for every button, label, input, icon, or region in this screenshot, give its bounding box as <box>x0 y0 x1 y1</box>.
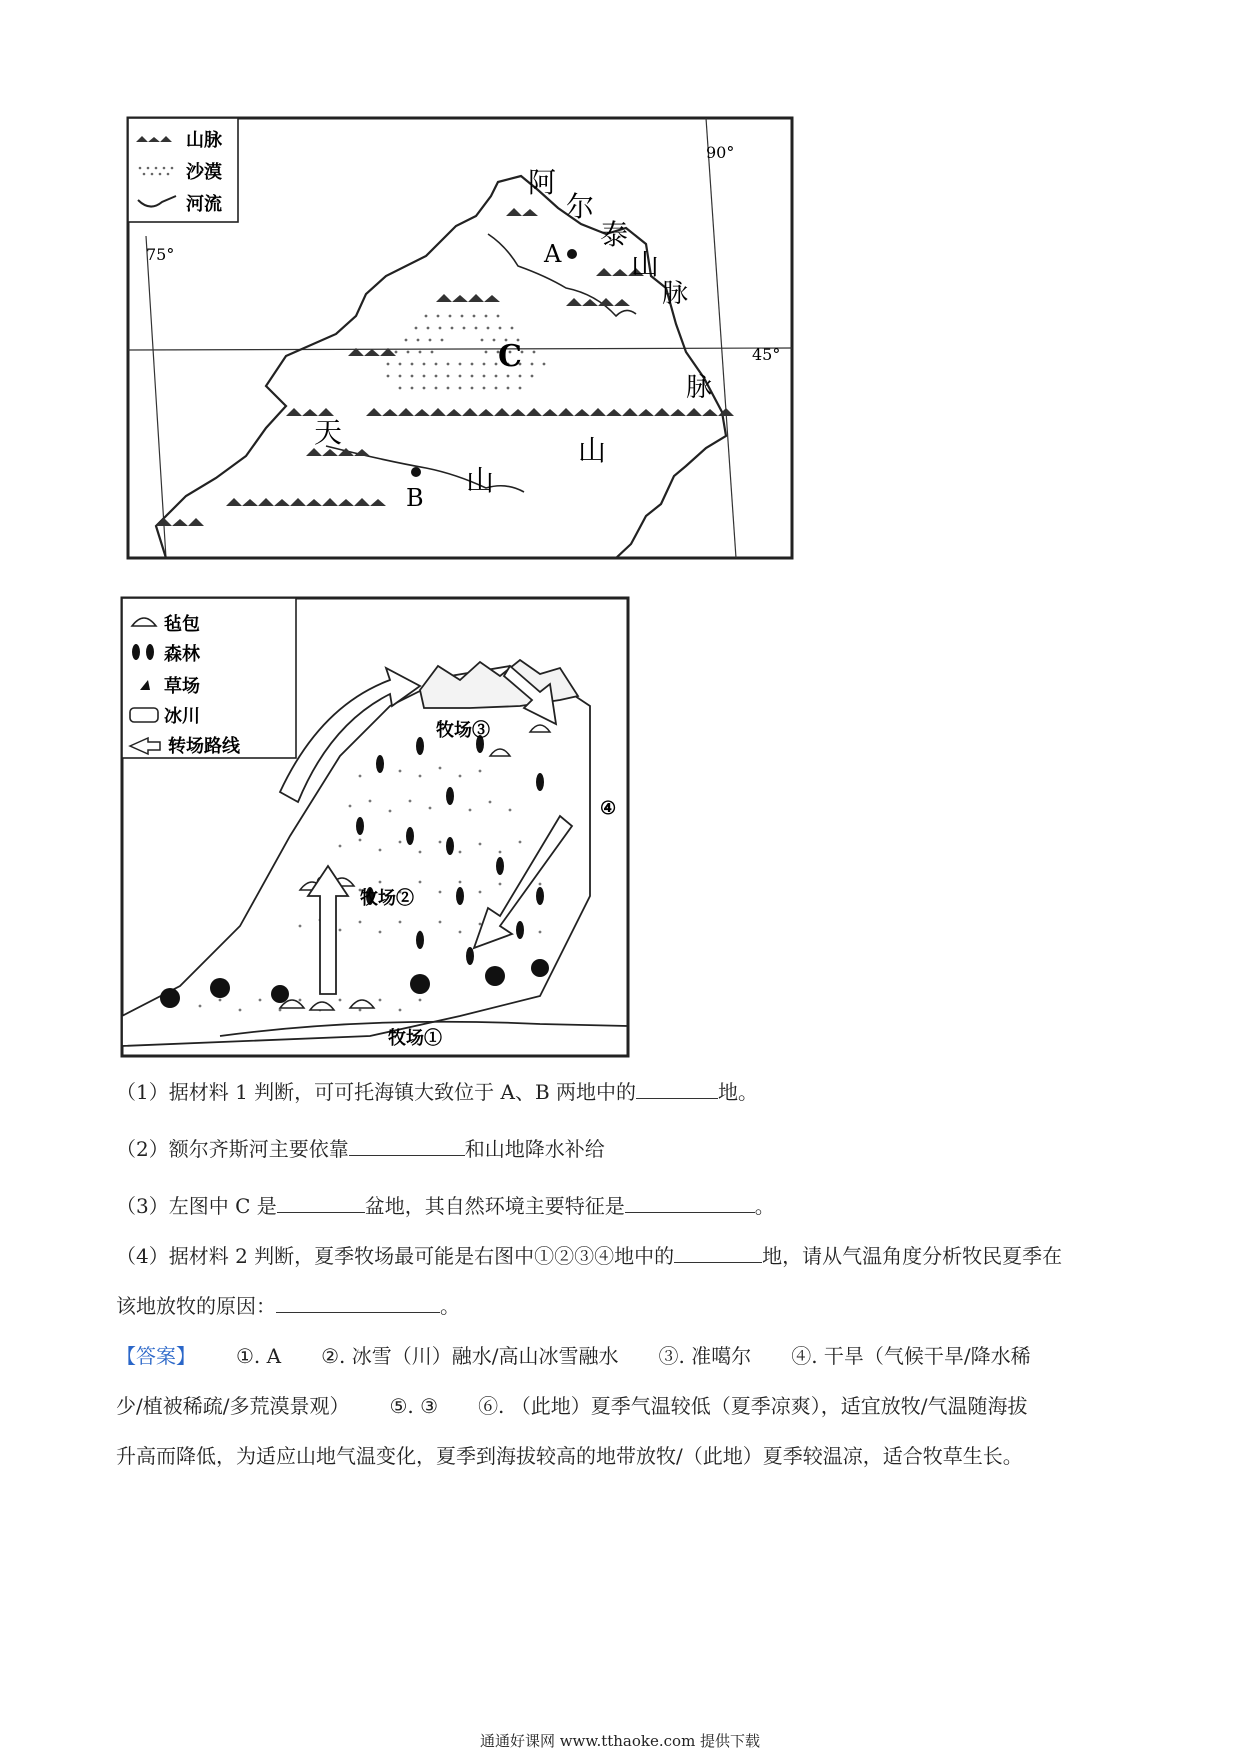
question-4-line-1 <box>116 1242 1062 1270</box>
label-altai-1: 阿 <box>528 166 557 199</box>
label-point-b: B <box>406 484 424 512</box>
answer-4: ④. 干旱（气候干旱/降水稀 <box>791 1344 1031 1368</box>
legend-forest-label: 森林 <box>164 644 200 665</box>
label-lat-45: 45° <box>752 345 781 364</box>
answer-1: ①. A <box>236 1344 282 1368</box>
answer-5: ⑤. ③ <box>389 1394 439 1418</box>
point-a-dot <box>567 249 577 259</box>
pasture-transfer-figure <box>120 596 630 1058</box>
point-b-dot <box>411 467 421 477</box>
answer-6: ⑥. （此地）夏季气温较低（夏季凉爽），适宜放牧/气温随海拔 <box>478 1394 1028 1418</box>
map1-legend <box>128 118 238 222</box>
q4-blank-1[interactable] <box>674 1244 762 1263</box>
legend-desert-label: 沙漠 <box>186 162 222 183</box>
question-1 <box>116 1078 758 1106</box>
legend-glacier-label: 冰川 <box>164 706 200 727</box>
q3-text-after: 。 <box>754 1194 775 1218</box>
question-2 <box>116 1135 605 1163</box>
label-tian-4: 脉 <box>686 373 713 403</box>
q2-text-after: 和山地降水补给 <box>464 1137 605 1161</box>
answer-4-cont: 少/植被稀疏/多荒漠景观） <box>116 1394 350 1418</box>
answer-3: ③. 准噶尔 <box>658 1344 752 1368</box>
answer-line-2 <box>116 1392 1028 1420</box>
q2-blank[interactable] <box>349 1137 465 1156</box>
answer-2: ②. 冰雪（川）融水/高山冰雪融水 <box>321 1344 619 1368</box>
q4-line2-text-after: 。 <box>440 1294 460 1318</box>
question-3 <box>116 1192 775 1220</box>
q3-text-before: （3）左图中 C 是 <box>116 1194 277 1218</box>
legend-glacier-icon <box>130 708 158 722</box>
label-pasture-2: 牧场② <box>360 888 414 909</box>
label-point-a: A <box>544 240 562 268</box>
label-altai-4: 山 <box>631 248 660 281</box>
q4-text-after: 地，请从气温角度分析牧民夏季在 <box>762 1244 1063 1268</box>
q2-text-before: （2）额尔齐斯河主要依靠 <box>116 1137 349 1161</box>
label-pasture-1: 牧场① <box>388 1028 442 1049</box>
q3-blank-2[interactable] <box>625 1194 755 1213</box>
q1-text-after: 地。 <box>718 1080 759 1104</box>
legend-grass-label: 草场 <box>164 676 200 697</box>
q4-text-before: （4）据材料 2 判断，夏季牧场最可能是右图中①②③④地中的 <box>116 1244 675 1268</box>
q4-blank-2[interactable] <box>276 1294 440 1313</box>
label-pasture-4: ④ <box>600 798 617 819</box>
answer-tag: 【答案】 <box>116 1344 196 1368</box>
q1-text-before: （1）据材料 1 判断，可可托海镇大致位于 A、B 两地中的 <box>116 1080 637 1104</box>
label-tian-3: 山 <box>578 434 607 467</box>
label-lon-75: 75° <box>146 245 175 264</box>
q3-blank-1[interactable] <box>277 1194 365 1213</box>
legend-route-label: 转场路线 <box>168 736 240 757</box>
legend-yurt-label: 毡包 <box>164 614 200 635</box>
label-lon-90: 90° <box>706 143 735 162</box>
label-point-c: C <box>498 339 522 374</box>
legend-mountain-label: 山脉 <box>186 130 222 151</box>
label-altai-2: 尔 <box>566 190 595 223</box>
answer-line-1 <box>116 1342 1031 1370</box>
label-tian-1: 天 <box>314 416 343 449</box>
label-tian-2: 山 <box>466 464 495 497</box>
answer-6-cont: 升高而降低，为适应山地气温变化，夏季到海拔较高的地带放牧/（此地）夏季较温凉，适合牧草生长。 <box>116 1444 1023 1468</box>
legend-river-label: 河流 <box>186 194 222 215</box>
label-altai-3: 泰 <box>600 218 629 251</box>
page-footer: 通通好课网 www.tthaoke.com 提供下载 <box>479 1732 761 1750</box>
question-4-line-2 <box>116 1292 460 1320</box>
label-pasture-3: 牧场③ <box>436 720 490 741</box>
q1-blank[interactable] <box>636 1080 718 1099</box>
label-altai-5: 脉 <box>662 279 689 309</box>
q3-text-middle: 盆地，其自然环境主要特征是 <box>364 1194 625 1218</box>
map2-legend <box>122 598 296 758</box>
answer-line-3 <box>116 1442 1023 1470</box>
xinjiang-map-figure <box>126 116 794 560</box>
q4-line2-text-before: 该地放牧的原因： <box>116 1294 276 1318</box>
